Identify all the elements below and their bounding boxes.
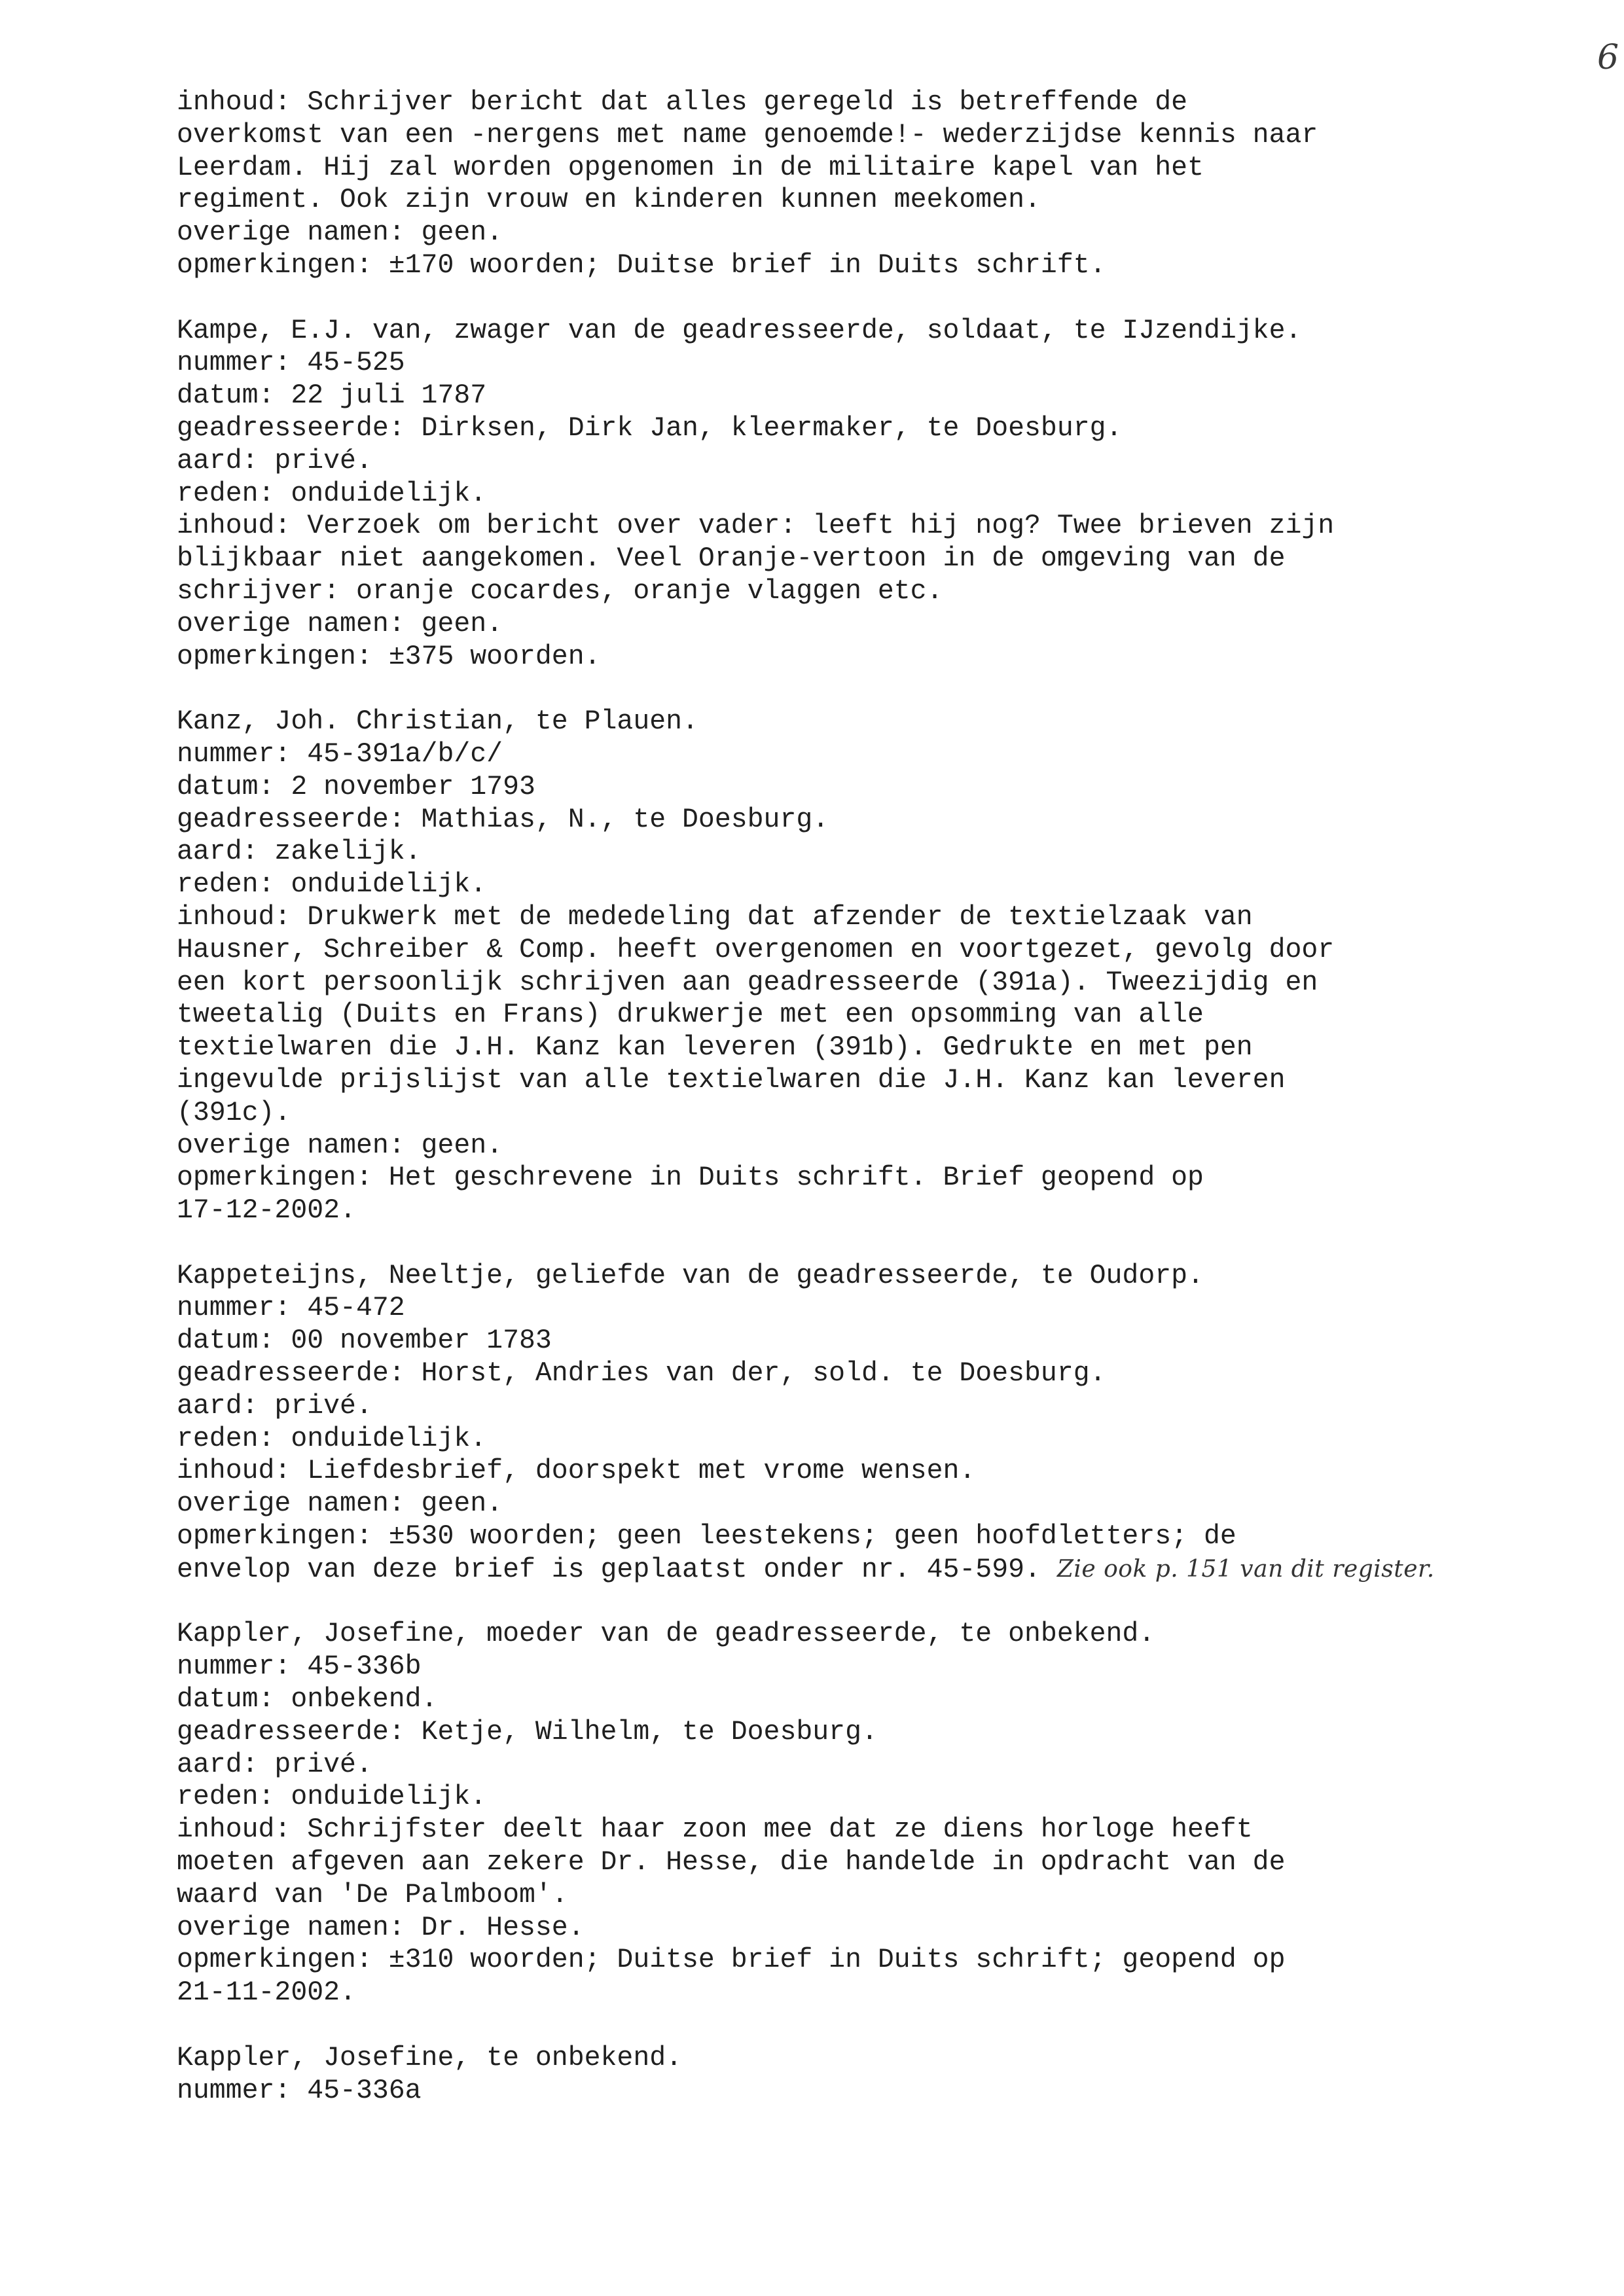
register-entry	[177, 1618, 1578, 2009]
entry-line: overkomst van een -nergens met name genoemde!- wederzijdse kennis naar	[177, 119, 1318, 151]
register-text	[177, 86, 1578, 2140]
entry-line: nummer: 45-391a/b/c/	[177, 738, 503, 770]
entry-line: nummer: 45-525	[177, 348, 405, 379]
entry-line: nummer: 45-472	[177, 1293, 405, 1324]
entry-line: inhoud: Schrijver bericht dat alles geregeld is betreffende de	[177, 87, 1188, 118]
entry-line: reden: onduidelijk.	[177, 869, 487, 901]
entry-line: inhoud: Verzoek om bericht over vader: leeft hij nog? Twee brieven zijn	[177, 511, 1335, 542]
entry-line: datum: 22 juli 1787	[177, 380, 487, 412]
entry-line: regiment. Ook zijn vrouw en kinderen kunnen meekomen.	[177, 185, 1041, 216]
entry-line: overige namen: geen.	[177, 1130, 503, 1161]
entry-line: overige namen: geen.	[177, 217, 503, 249]
entry-line: datum: 00 november 1783	[177, 1325, 552, 1357]
register-entry	[177, 315, 1578, 673]
entry-line	[177, 1553, 1578, 1586]
entry-line: overige namen: geen.	[177, 1488, 503, 1520]
register-entry	[177, 706, 1578, 1227]
entry-line: moeten afgeven aan zekere Dr. Hesse, die handelde in opdracht van de	[177, 1847, 1286, 1878]
entry-line: inhoud: Liefdesbrief, doorspekt met vrome wensen.	[177, 1456, 976, 1487]
entry-line: aard: privé.	[177, 445, 372, 476]
entry-line: nummer: 45-336b	[177, 1651, 422, 1683]
entry-line: geadresseerde: Mathias, N., te Doesburg.	[177, 804, 829, 835]
entry-line: een kort persoonlijk schrijven aan geadresseerde (391a). Tweezijdig en	[177, 967, 1318, 998]
register-entry	[177, 2042, 1578, 2108]
entry-heading: Kappler, Josefine, moeder van de geadresseerde, te onbekend.	[177, 1619, 1155, 1650]
entry-line: Hausner, Schreiber & Comp. heeft overgenomen en voortgezet, gevolg door	[177, 934, 1335, 965]
page-number: 6	[1597, 38, 1619, 77]
entry-line: waard van 'De Palmboom'.	[177, 1879, 568, 1910]
entry-line: opmerkingen: ±375 woorden.	[177, 641, 601, 672]
entry-line: geadresseerde: Ketje, Wilhelm, te Doesburg.	[177, 1716, 878, 1748]
entry-line: ingevulde prijslijst van alle textielwaren die J.H. Kanz kan leveren	[177, 1064, 1286, 1096]
entry-line: inhoud: Schrijfster deelt haar zoon mee dat ze diens horloge heeft	[177, 1814, 1253, 1846]
entry-line: aard: zakelijk.	[177, 836, 422, 868]
entry-line: schrijver: oranje cocardes, oranje vlaggen etc.	[177, 575, 943, 607]
register-entry	[177, 1260, 1578, 1586]
entry-line: opmerkingen: ±530 woorden; geen leestekens; geen hoofdletters; de	[177, 1521, 1236, 1552]
entry-line: reden: onduidelijk.	[177, 1423, 487, 1454]
entry-line: 21-11-2002.	[177, 1977, 356, 2009]
entry-line: opmerkingen: ±310 woorden; Duitse brief in Duits schrift; geopend op	[177, 1945, 1286, 1976]
entry-heading: Kappeteijns, Neeltje, geliefde van de geadresseerde, te Oudorp.	[177, 1260, 1204, 1291]
entry-heading: Kappler, Josefine, te onbekend.	[177, 2042, 683, 2073]
entry-line: datum: 2 november 1793	[177, 771, 535, 802]
entry-line: reden: onduidelijk.	[177, 1782, 487, 1813]
register-entry	[177, 86, 1578, 282]
entry-line: geadresseerde: Dirksen, Dirk Jan, kleermaker, te Doesburg.	[177, 412, 1123, 444]
entry-line: textielwaren die J.H. Kanz kan leveren (391b). Gedrukte en met pen	[177, 1032, 1253, 1064]
entry-line: geadresseerde: Horst, Andries van der, sold. te Doesburg.	[177, 1358, 1106, 1390]
entry-line: inhoud: Drukwerk met de mededeling dat afzender de textielzaak van	[177, 901, 1253, 933]
entry-line: nummer: 45-336a	[177, 2075, 422, 2106]
entry-line: reden: onduidelijk.	[177, 478, 487, 509]
entry-line: 17-12-2002.	[177, 1195, 356, 1227]
entry-heading: Kanz, Joh. Christian, te Plauen.	[177, 706, 698, 738]
entry-line: blijkbaar niet aangekomen. Veel Oranje-vertoon in de omgeving van de	[177, 543, 1286, 575]
entry-line: opmerkingen: Het geschrevene in Duits schrift. Brief geopend op	[177, 1162, 1204, 1194]
entry-line: overige namen: Dr. Hesse.	[177, 1912, 585, 1943]
entry-line: tweetalig (Duits en Frans) drukwerje met een opsomming van alle	[177, 999, 1204, 1031]
entry-line: Leerdam. Hij zal worden opgenomen in de militaire kapel van het	[177, 152, 1204, 183]
entry-line: aard: privé.	[177, 1390, 372, 1422]
handwritten-annotation: Zie ook p. 151 van dit register.	[1056, 1555, 1435, 1583]
entry-line: (391c).	[177, 1097, 291, 1128]
entry-line: overige namen: geen.	[177, 608, 503, 639]
entry-line-text: envelop van deze brief is geplaatst onder nr. 45-599.	[177, 1554, 1041, 1585]
entry-heading: Kampe, E.J. van, zwager van de geadresseerde, soldaat, te IJzendijke.	[177, 315, 1302, 346]
entry-line: opmerkingen: ±170 woorden; Duitse brief in Duits schrift.	[177, 249, 1106, 281]
entry-line: datum: onbekend.	[177, 1684, 438, 1715]
entry-line: aard: privé.	[177, 1749, 372, 1780]
